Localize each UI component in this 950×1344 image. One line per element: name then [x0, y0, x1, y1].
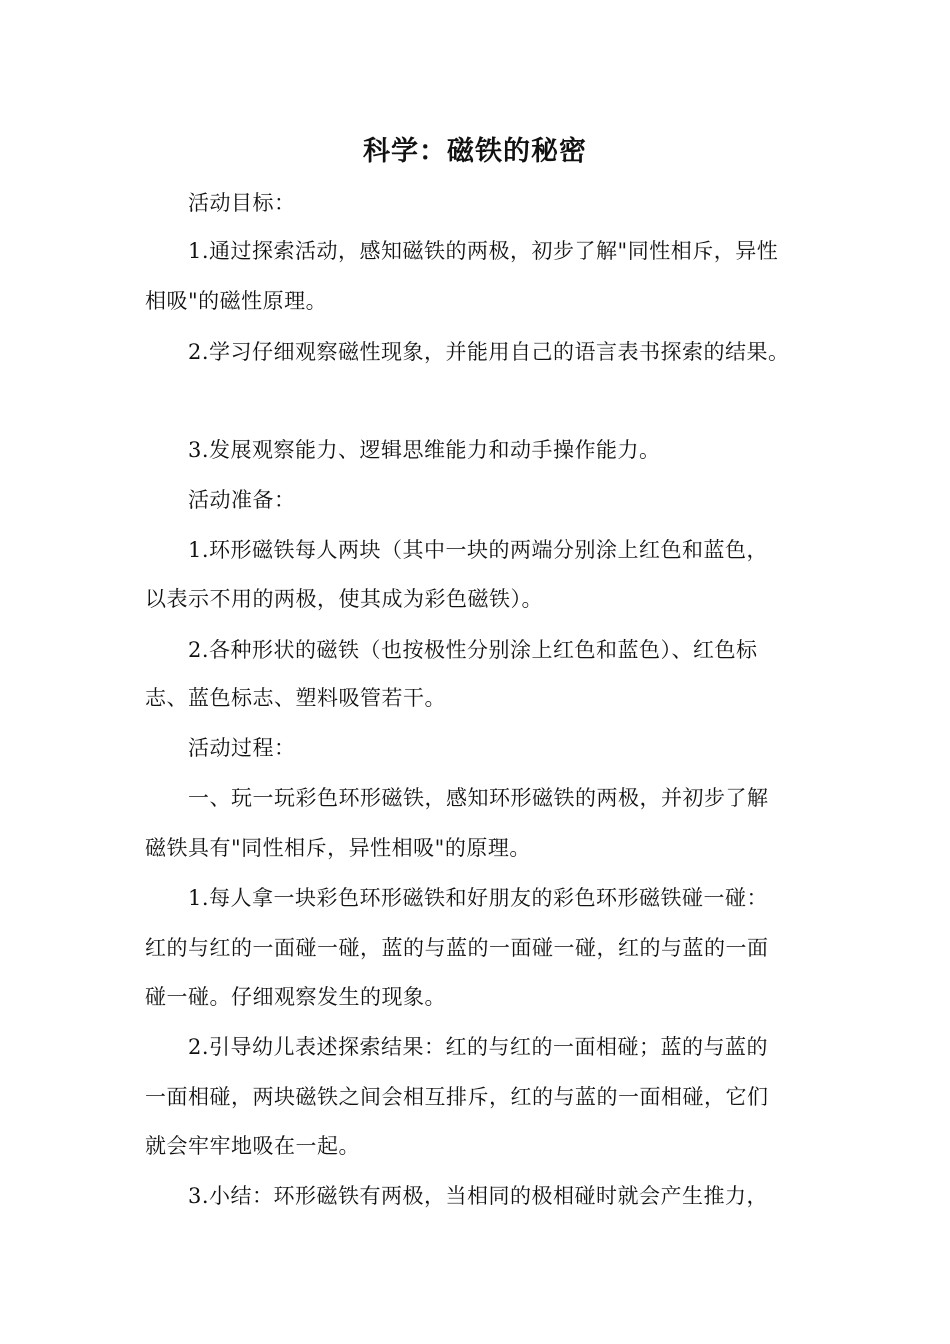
paragraph-line: 相吸"的磁性原理。 [145, 289, 328, 313]
paragraph-line: 1.每人拿一块彩色环形磁铁和好朋友的彩色环形磁铁碰一碰： [188, 886, 769, 910]
paragraph-line: 2.引导幼儿表述探索结果：红的与红的一面相碰；蓝的与蓝的 [188, 1035, 769, 1059]
paragraph-line: 1.环形磁铁每人两块（其中一块的两端分别涂上红色和蓝色， [188, 538, 769, 562]
document-title: 科学：磁铁的秘密 [363, 136, 587, 167]
paragraph-line: 2.各种形状的磁铁（也按极性分别涂上红色和蓝色）、红色标 [188, 638, 758, 662]
paragraph-line: 一、玩一玩彩色环形磁铁，感知环形磁铁的两极，并初步了解 [188, 786, 769, 810]
paragraph-line: 3.发展观察能力、逻辑思维能力和动手操作能力。 [188, 438, 661, 462]
paragraph-line: 红的与红的一面碰一碰，蓝的与蓝的一面碰一碰，红的与蓝的一面 [145, 936, 769, 960]
section-heading-process: 活动过程： [188, 736, 296, 760]
section-heading-preparation: 活动准备： [188, 488, 296, 512]
paragraph-line: 一面相碰，两块磁铁之间会相互排斥，红的与蓝的一面相碰，它们 [145, 1085, 769, 1109]
paragraph-line: 2.学习仔细观察磁性现象，并能用自己的语言表书探索的结果。 [188, 340, 790, 364]
paragraph-line: 志、蓝色标志、塑料吸管若干。 [145, 686, 446, 710]
paragraph-line: 碰一碰。仔细观察发生的现象。 [145, 985, 446, 1009]
paragraph-line: 以表示不用的两极，使其成为彩色磁铁）。 [145, 587, 543, 611]
paragraph-line: 磁铁具有"同性相斥，异性相吸"的原理。 [145, 836, 531, 860]
section-heading-goals: 活动目标： [188, 191, 296, 215]
paragraph-line: 3.小结：环形磁铁有两极，当相同的极相碰时就会产生推力， [188, 1184, 769, 1208]
paragraph-line: 1.通过探索活动，感知磁铁的两极，初步了解"同性相斥，异性 [188, 239, 779, 263]
paragraph-line: 就会牢牢地吸在一起。 [145, 1134, 360, 1158]
